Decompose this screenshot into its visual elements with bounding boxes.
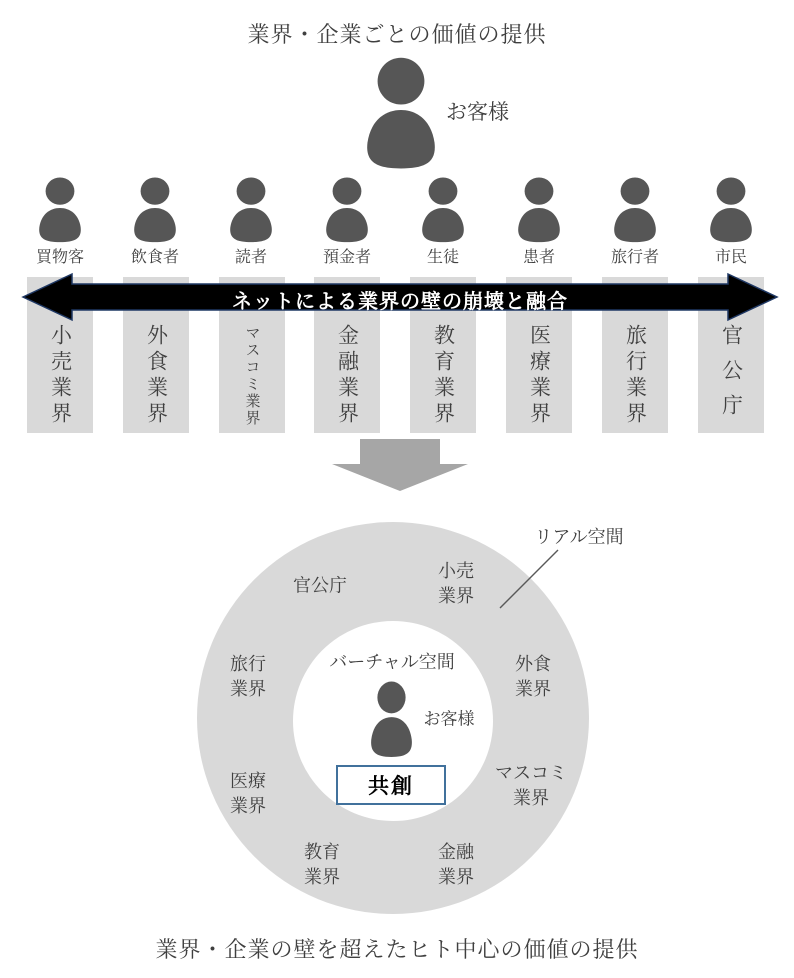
industry-column-label: 小売業界	[48, 324, 72, 428]
persona-label: 飲食者	[130, 249, 179, 266]
persona-icon-reader	[227, 177, 275, 243]
page-caption: 業界・企業の壁を超えたヒト中心の価値の提供	[155, 937, 639, 962]
down-arrow-icon	[331, 438, 469, 492]
industry-column-label: 教育業界	[431, 324, 455, 428]
page-title: 業界・企業ごとの価値の提供	[247, 22, 547, 47]
industry-column-label: マスコミ業界	[243, 325, 261, 427]
ring-label-finance: 金融 業界	[438, 842, 474, 887]
ring-label-travel: 旅行 業界	[230, 654, 266, 699]
industry-column-label: 金融業界	[335, 324, 359, 428]
inner-customer-person-icon	[368, 681, 415, 758]
persona-label: 預金者	[322, 249, 371, 266]
ring-label-education: 教育 業界	[304, 842, 340, 887]
ring-label-dining: 外食 業界	[515, 654, 551, 699]
real-space-leader-line	[495, 548, 565, 610]
industry-column-label: 外食業界	[144, 324, 168, 428]
industry-column-label: 官公庁	[719, 323, 743, 429]
real-space-label: リアル空間	[534, 527, 624, 547]
persona-label: 患者	[522, 249, 555, 266]
persona-icon-traveler	[611, 177, 659, 243]
cocreation-label: 共創	[368, 775, 414, 798]
persona-label: 買物客	[35, 249, 84, 266]
persona-label: 生徒	[426, 249, 459, 266]
persona-icon-depositor	[323, 177, 371, 243]
industry-column-label: 医療業界	[527, 324, 551, 428]
persona-label: 旅行者	[610, 249, 659, 266]
ring-label-retail: 小売 業界	[438, 561, 474, 606]
customer-label: お客様	[446, 101, 509, 124]
cocreation-box	[336, 765, 446, 805]
customer-person-icon	[362, 57, 440, 170]
persona-icon-citizen	[707, 177, 755, 243]
inner-customer-label: お客様	[423, 709, 475, 729]
virtual-space-label: バーチャル空間	[329, 652, 455, 672]
banner-text: ネットによる業界の壁の崩壊と融合	[232, 291, 568, 313]
industry-column-label: 旅行業界	[623, 324, 647, 428]
persona-icon-diner	[131, 177, 179, 243]
persona-label: 市民	[714, 249, 747, 266]
persona-icon-student	[419, 177, 467, 243]
persona-icon-patient	[515, 177, 563, 243]
persona-label: 読者	[234, 249, 267, 266]
ring-label-media: マスコミ 業界	[495, 763, 567, 808]
ring-label-medical: 医療 業界	[230, 771, 266, 816]
ring-label-government: 官公庁	[293, 575, 347, 596]
persona-icon-shopper	[36, 177, 84, 243]
